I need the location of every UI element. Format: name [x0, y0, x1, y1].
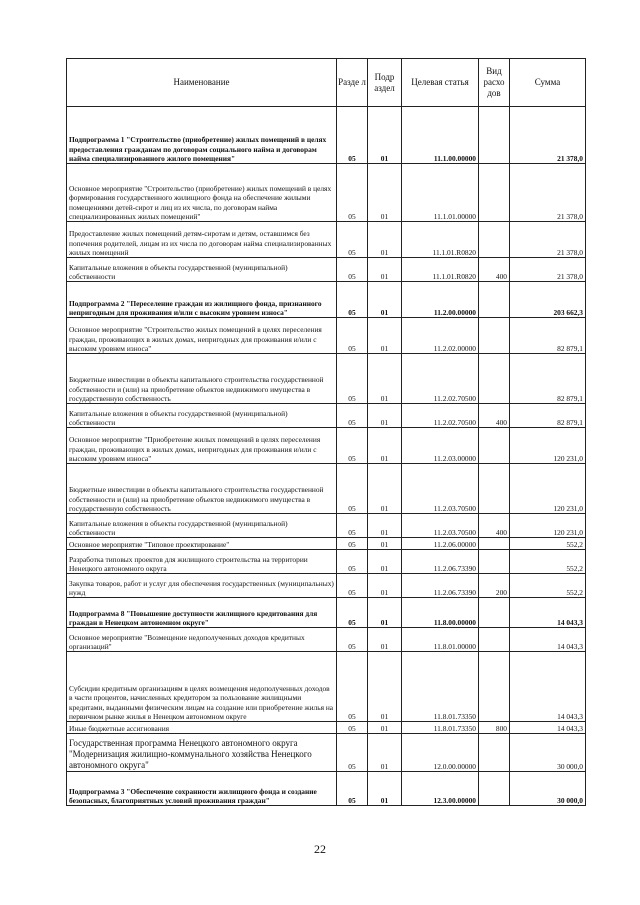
row-name: Основное мероприятие "Типовое проектирование" [67, 538, 337, 550]
row-name: Основное мероприятие "Приобретение жилых помещений в целях переселения граждан, проживающих в жилых домах, непригодных для проживания и/или с высоким уровнем износа" [67, 428, 337, 464]
row-name: Основное мероприятие "Возмещение недополученных доходов кредитных организаций" [67, 628, 337, 652]
table-row [67, 652, 586, 722]
row-razdel: 05 [337, 164, 368, 222]
row-target: 11.1.01.R0820 [402, 258, 479, 282]
row-name: Подпрограмма 8 "Повышение доступности жилищного кредитования для граждан в Ненецком автономном округе" [67, 598, 337, 628]
row-sum: 120 231,0 [510, 464, 586, 514]
row-name: Иные бюджетные ассигнования [67, 722, 337, 734]
row-vid: 400 [479, 514, 510, 538]
row-vid [479, 107, 510, 164]
row-target: 11.2.02.70500 [402, 404, 479, 428]
row-name: Бюджетные инвестиции в объекты капитального строительства государственной собственности и (или) на приобретение объектов недвижимого имущества в государственную собственность [67, 464, 337, 514]
row-sum: 120 231,0 [510, 514, 586, 538]
row-vid [479, 652, 510, 722]
row-vid [479, 598, 510, 628]
row-vid [479, 464, 510, 514]
row-name: Бюджетные инвестиции в объекты капитального строительства государственной собственности и (или) на приобретение объектов недвижимого имущества в государственную собственность [67, 354, 337, 404]
row-vid: 400 [479, 404, 510, 428]
table-row [67, 222, 586, 258]
row-name: Подпрограмма 1 "Строительство (приобретение) жилых помещений в целях предоставления гражданам по договорам социального найма и договорам найма специализированного жилого помещения" [67, 107, 337, 164]
row-podrazdel: 01 [368, 598, 402, 628]
page-number: 22 [314, 842, 326, 856]
row-target: 11.8.01.00000 [402, 628, 479, 652]
table-row [67, 574, 586, 598]
row-vid [479, 772, 510, 806]
row-name: Основное мероприятие "Строительство жилых помещений в целях переселения граждан, проживающих в жилых домах, непригодных для проживания и/или с высоким уровнем износа" [67, 318, 337, 354]
row-razdel: 05 [337, 464, 368, 514]
row-name: Подпрограмма 3 "Обеспечение сохранности жилищного фонда и создание безопасных, благоприятных условий проживания граждан" [67, 772, 337, 806]
row-sum: 552,2 [510, 574, 586, 598]
header-sum: Сумма [510, 59, 586, 107]
header-target: Целевая статья [402, 59, 479, 107]
row-sum: 552,2 [510, 550, 586, 574]
table-row [67, 772, 586, 806]
row-name: Основное мероприятие "Строительство (приобретение) жилых помещений в целях формирования государственного жилищного фонда на обеспечение жилыми помещениями детей-сирот и лиц из их числа, по договорам найма специализированных жилых помещений" [67, 164, 337, 222]
table-row [67, 428, 586, 464]
row-sum: 14 043,3 [510, 628, 586, 652]
row-target: 11.2.02.70500 [402, 354, 479, 404]
row-name: Подпрограмма 2 "Переселение граждан из жилищного фонда, признанного непригодным для проживания и/или с высоким уровнем износа" [67, 282, 337, 318]
header-podrazdel: Подр аздел [368, 59, 402, 107]
row-razdel: 05 [337, 282, 368, 318]
row-sum: 82 879,1 [510, 318, 586, 354]
table-row [67, 354, 586, 404]
table-body [67, 107, 586, 806]
row-podrazdel: 01 [368, 538, 402, 550]
row-razdel: 05 [337, 258, 368, 282]
row-razdel: 05 [337, 722, 368, 734]
row-razdel: 05 [337, 598, 368, 628]
table-row [67, 464, 586, 514]
table-row [67, 598, 586, 628]
row-razdel: 05 [337, 734, 368, 772]
table-row [67, 318, 586, 354]
row-sum: 30 000,0 [510, 772, 586, 806]
row-podrazdel: 01 [368, 164, 402, 222]
row-target: 12.3.00.00000 [402, 772, 479, 806]
row-podrazdel: 01 [368, 222, 402, 258]
row-razdel: 05 [337, 628, 368, 652]
table-row [67, 514, 586, 538]
row-vid [479, 318, 510, 354]
row-razdel: 05 [337, 428, 368, 464]
row-target: 11.2.06.73390 [402, 550, 479, 574]
row-target: 11.8.01.73350 [402, 722, 479, 734]
row-name: Предоставление жилых помещений детям-сиротам и детям, оставшимся без попечения родителей, лицам из их числа по договорам найма специализированных жилых помещений [67, 222, 337, 258]
row-target: 11.2.06.73390 [402, 574, 479, 598]
row-sum: 552,2 [510, 538, 586, 550]
table-header-row [67, 59, 586, 107]
row-podrazdel: 01 [368, 734, 402, 772]
row-target: 11.2.03.70500 [402, 464, 479, 514]
table-row [67, 722, 586, 734]
row-target: 11.2.03.00000 [402, 428, 479, 464]
row-sum: 14 043,3 [510, 598, 586, 628]
row-sum: 14 043,3 [510, 722, 586, 734]
row-name: Разработка типовых проектов для жилищного строительства на территории Ненецкого автономного округа [67, 550, 337, 574]
row-name: Капитальные вложения в объекты государственной (муниципальной) собственности [67, 404, 337, 428]
row-razdel: 05 [337, 550, 368, 574]
row-sum: 120 231,0 [510, 428, 586, 464]
row-sum: 14 043,3 [510, 652, 586, 722]
row-target: 11.1.01.00000 [402, 164, 479, 222]
row-podrazdel: 01 [368, 772, 402, 806]
row-podrazdel: 01 [368, 282, 402, 318]
row-podrazdel: 01 [368, 107, 402, 164]
row-vid [479, 428, 510, 464]
row-vid [479, 538, 510, 550]
row-podrazdel: 01 [368, 258, 402, 282]
row-target: 11.8.00.00000 [402, 598, 479, 628]
row-razdel: 05 [337, 772, 368, 806]
row-name: Капитальные вложения в объекты государственной (муниципальной) собственности [67, 514, 337, 538]
table-row [67, 404, 586, 428]
table-row [67, 107, 586, 164]
row-razdel: 05 [337, 574, 368, 598]
row-podrazdel: 01 [368, 404, 402, 428]
table-row [67, 258, 586, 282]
table-row [67, 538, 586, 550]
row-vid [479, 550, 510, 574]
row-razdel: 05 [337, 404, 368, 428]
header-razdel: Разде л [337, 59, 368, 107]
row-podrazdel: 01 [368, 514, 402, 538]
row-sum: 21 378,0 [510, 222, 586, 258]
row-podrazdel: 01 [368, 722, 402, 734]
row-razdel: 05 [337, 514, 368, 538]
row-podrazdel: 01 [368, 574, 402, 598]
row-vid [479, 734, 510, 772]
header-name: Наименование [67, 59, 337, 107]
row-podrazdel: 01 [368, 464, 402, 514]
row-podrazdel: 01 [368, 354, 402, 404]
header-vid: Вид расхо дов [479, 59, 510, 107]
row-sum: 21 378,0 [510, 258, 586, 282]
row-name: Закупка товаров, работ и услуг для обеспечения государственных (муниципальных) нужд [67, 574, 337, 598]
row-target: 11.2.02.00000 [402, 318, 479, 354]
row-target: 11.2.03.70500 [402, 514, 479, 538]
row-sum: 30 000,0 [510, 734, 586, 772]
row-vid [479, 354, 510, 404]
row-sum: 203 662,3 [510, 282, 586, 318]
row-target: 11.2.06.00000 [402, 538, 479, 550]
row-podrazdel: 01 [368, 550, 402, 574]
row-name: Капитальные вложения в объекты государственной (муниципальной) собственности [67, 258, 337, 282]
table-row [67, 734, 586, 772]
row-razdel: 05 [337, 652, 368, 722]
row-target: 11.2.00.00000 [402, 282, 479, 318]
row-razdel: 05 [337, 107, 368, 164]
row-name: Субсидии кредитным организациям в целях возмещения недополученных доходов в части процентов, начисленных кредитором за пользование жилищными кредитами, выданными физическим лицам на создание или приобретение жилья на первичном рынке жилья в Ненецком автономном округе [67, 652, 337, 722]
row-podrazdel: 01 [368, 428, 402, 464]
row-vid [479, 164, 510, 222]
row-podrazdel: 01 [368, 628, 402, 652]
row-vid: 800 [479, 722, 510, 734]
row-target: 12.0.00.00000 [402, 734, 479, 772]
row-name: Государственная программа Ненецкого автономного округа "Модернизация жилищно-коммунального хозяйства Ненецкого автономного округа" [67, 734, 337, 772]
row-podrazdel: 01 [368, 652, 402, 722]
table-row [67, 164, 586, 222]
table-row [67, 628, 586, 652]
budget-table-container [66, 58, 585, 806]
row-vid [479, 282, 510, 318]
row-target: 11.1.01.R0820 [402, 222, 479, 258]
table-row [67, 282, 586, 318]
row-vid [479, 222, 510, 258]
table-row [67, 550, 586, 574]
row-vid: 200 [479, 574, 510, 598]
row-vid [479, 628, 510, 652]
row-target: 11.1.00.00000 [402, 107, 479, 164]
row-vid: 400 [479, 258, 510, 282]
budget-table [66, 58, 586, 806]
row-razdel: 05 [337, 354, 368, 404]
row-sum: 21 378,0 [510, 164, 586, 222]
row-sum: 82 879,1 [510, 404, 586, 428]
row-podrazdel: 01 [368, 318, 402, 354]
row-sum: 82 879,1 [510, 354, 586, 404]
row-target: 11.8.01.73350 [402, 652, 479, 722]
row-razdel: 05 [337, 538, 368, 550]
row-sum: 21 378,0 [510, 107, 586, 164]
row-razdel: 05 [337, 318, 368, 354]
row-razdel: 05 [337, 222, 368, 258]
